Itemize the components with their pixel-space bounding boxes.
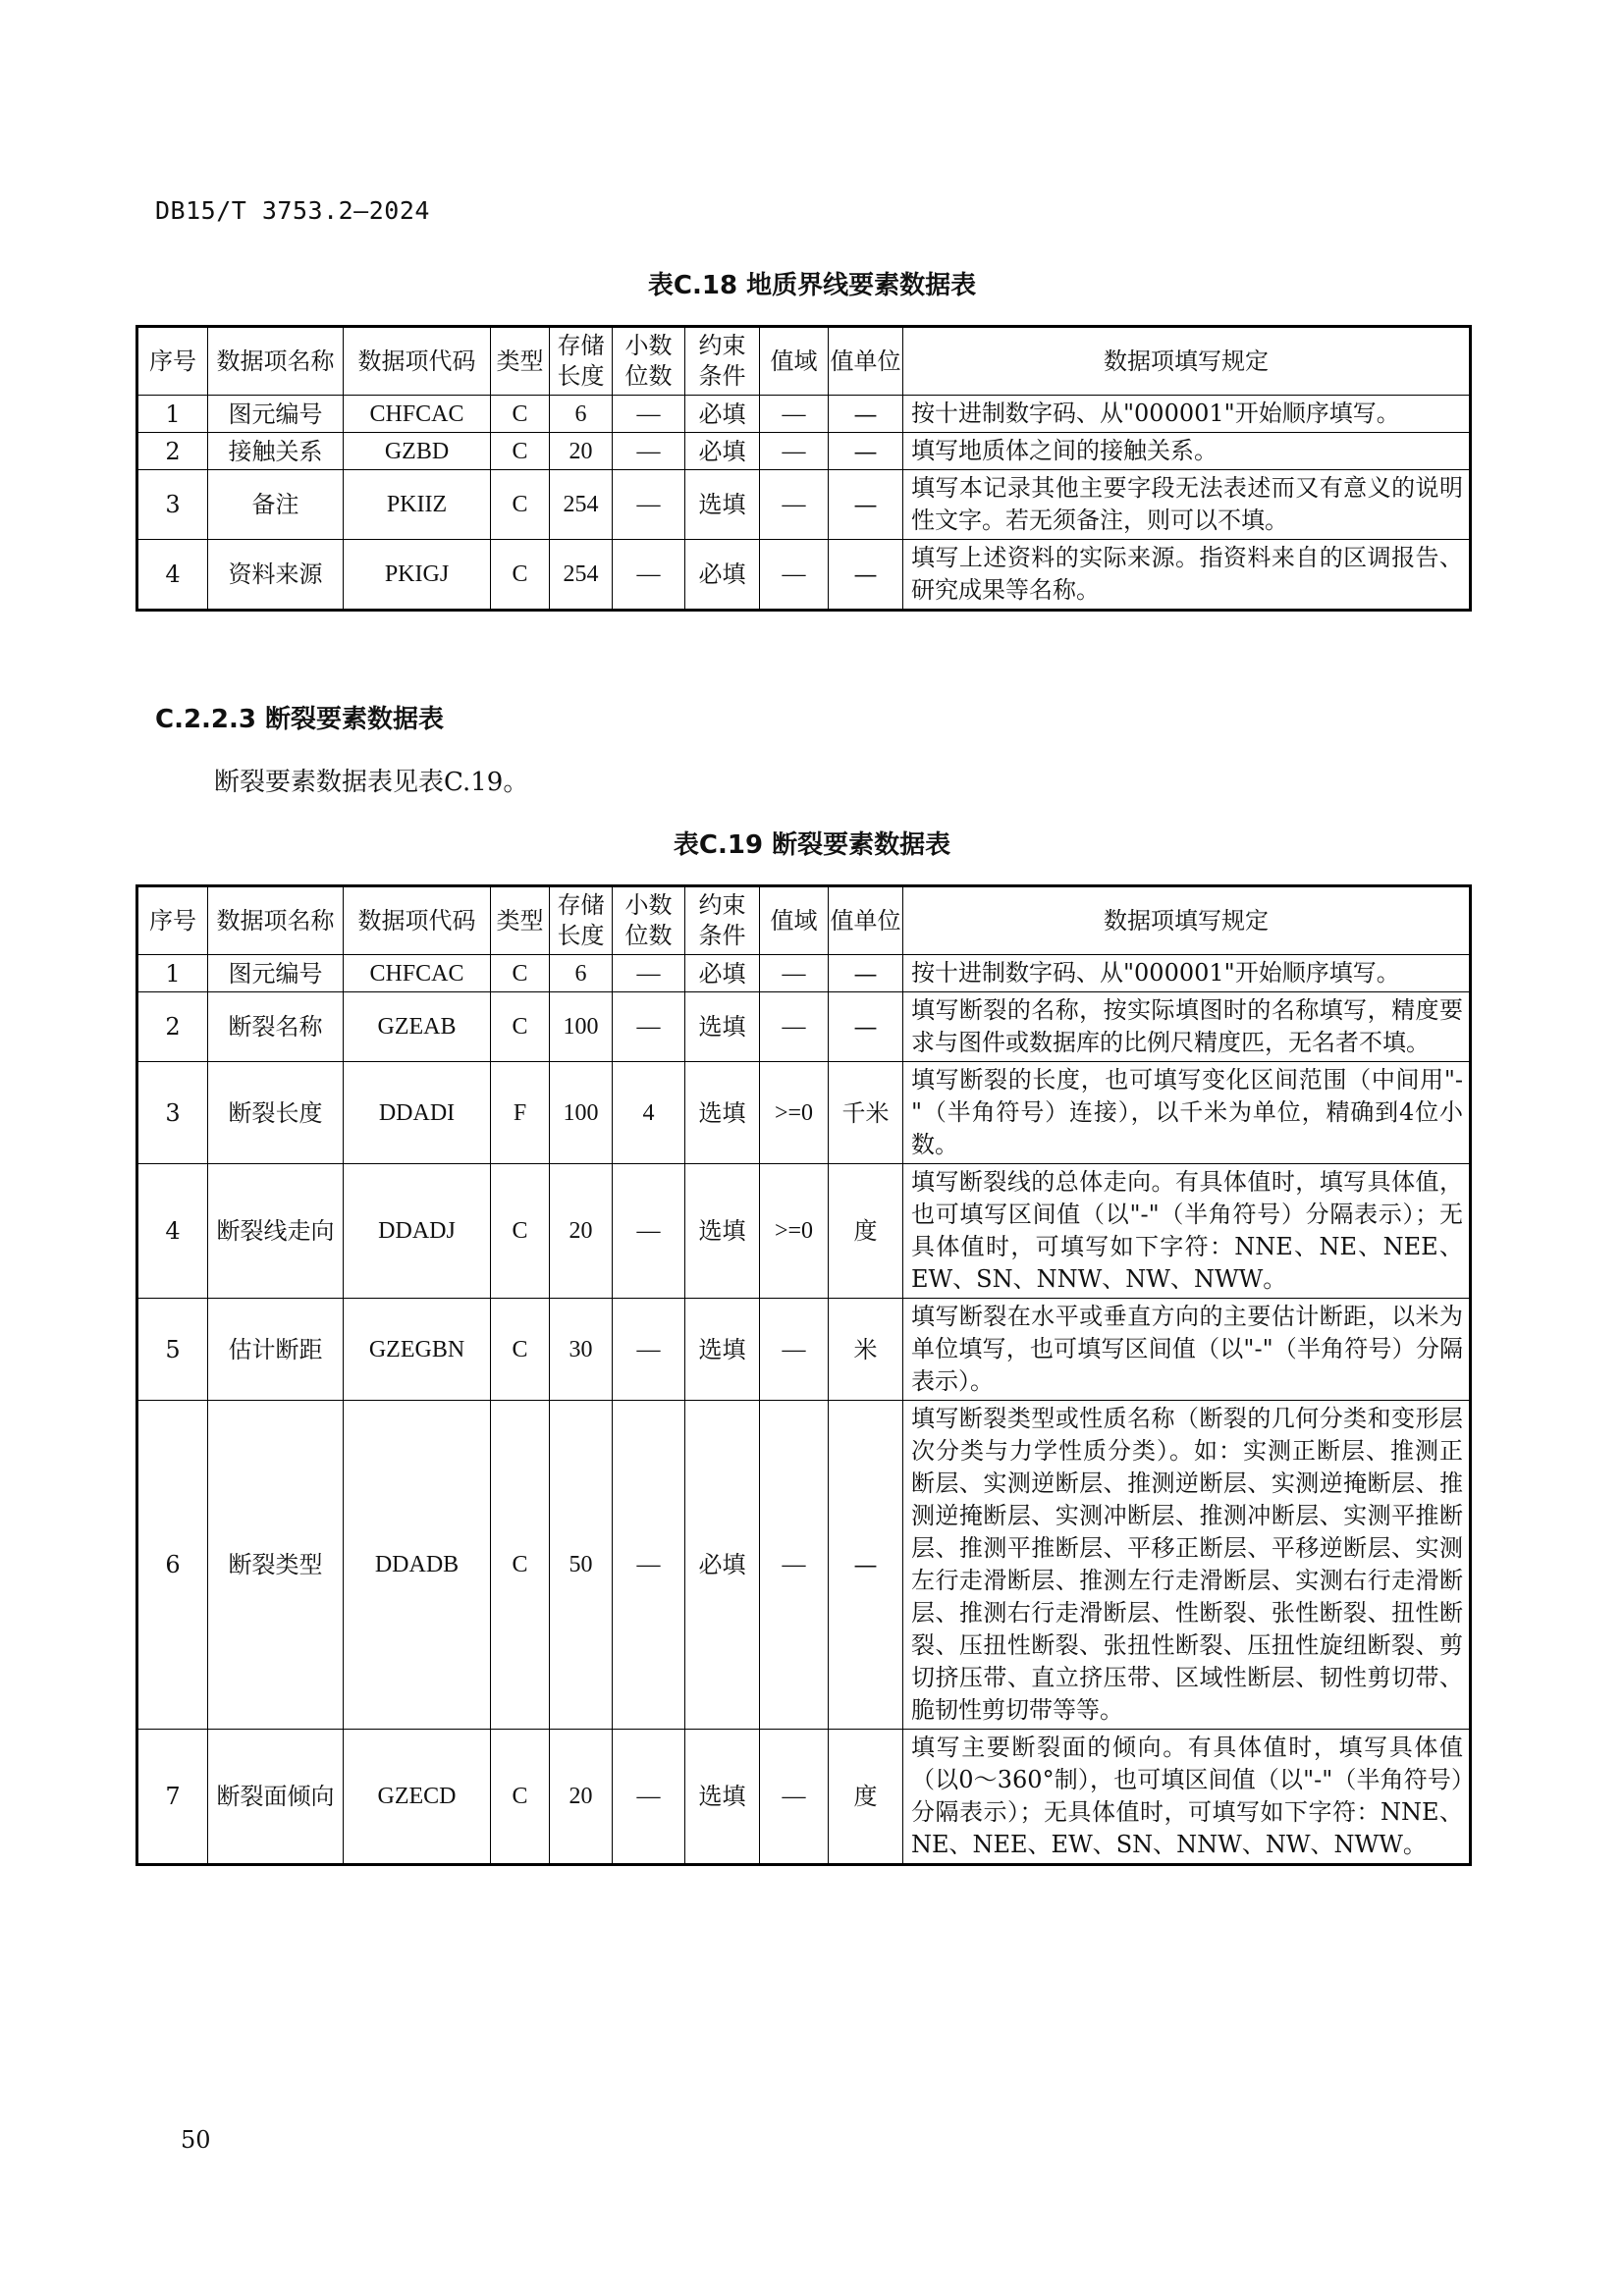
cell-range: — [760, 540, 829, 611]
cell-storage-length: 6 [550, 396, 613, 433]
cell-seq: 6 [137, 1401, 208, 1730]
col-header-constraint [685, 886, 760, 955]
table-row [137, 955, 1471, 992]
table-row [137, 992, 1471, 1062]
col-header-decimals-line1: 小数 [624, 891, 673, 919]
cell-unit: — [829, 992, 903, 1062]
cell-type: C [491, 433, 550, 470]
cell-item-name: 图元编号 [208, 955, 344, 992]
cell-constraint: 必填 [685, 1401, 760, 1730]
cell-item-name: 断裂名称 [208, 992, 344, 1062]
cell-unit: 千米 [829, 1062, 903, 1164]
cell-seq: 5 [137, 1299, 208, 1401]
cell-decimals: — [613, 470, 685, 540]
col-header-unit: 值单位 [829, 886, 903, 955]
cell-item-code: DDADJ [344, 1164, 491, 1299]
cell-item-name: 断裂长度 [208, 1062, 344, 1164]
cell-item-code: DDADB [344, 1401, 491, 1730]
cell-type: C [491, 1164, 550, 1299]
cell-range: — [760, 1401, 829, 1730]
cell-unit: 度 [829, 1164, 903, 1299]
cell-storage-length: 254 [550, 470, 613, 540]
cell-constraint: 必填 [685, 396, 760, 433]
col-header-name: 数据项名称 [208, 886, 344, 955]
cell-decimals: — [613, 540, 685, 611]
cell-fill-rule: 按十进制数字码、从"000001"开始顺序填写。 [903, 396, 1471, 433]
cell-constraint: 必填 [685, 540, 760, 611]
cell-storage-length: 30 [550, 1299, 613, 1401]
cell-seq: 4 [137, 1164, 208, 1299]
cell-item-name: 估计断距 [208, 1299, 344, 1401]
cell-storage-length: 50 [550, 1401, 613, 1730]
cell-decimals: — [613, 1164, 685, 1299]
cell-constraint: 选填 [685, 1062, 760, 1164]
col-header-range: 值域 [760, 886, 829, 955]
cell-seq: 2 [137, 992, 208, 1062]
cell-fill-rule: 填写断裂的名称，按实际填图时的名称填写，精度要求与图件或数据库的比例尺精度匹，无名者不填。 [903, 992, 1471, 1062]
cell-seq: 4 [137, 540, 208, 611]
col-header-seq: 序号 [137, 327, 208, 396]
cell-range: >=0 [760, 1164, 829, 1299]
cell-item-code: GZBD [344, 433, 491, 470]
col-header-rule: 数据项填写规定 [903, 886, 1471, 955]
page-number: 50 [181, 2126, 211, 2154]
col-header-length-line1: 存储 [557, 891, 605, 919]
cell-constraint: 必填 [685, 955, 760, 992]
cell-item-name: 断裂类型 [208, 1401, 344, 1730]
table-row [137, 433, 1471, 470]
cell-decimals: — [613, 1401, 685, 1730]
table-row [137, 470, 1471, 540]
cell-unit: — [829, 470, 903, 540]
cell-constraint: 选填 [685, 992, 760, 1062]
cell-item-code: PKIGJ [344, 540, 491, 611]
col-header-constraint [685, 327, 760, 396]
col-header-range: 值域 [760, 327, 829, 396]
cell-item-code: PKIIZ [344, 470, 491, 540]
cell-range: — [760, 955, 829, 992]
col-header-unit: 值单位 [829, 327, 903, 396]
cell-item-code: DDADI [344, 1062, 491, 1164]
cell-unit: 米 [829, 1299, 903, 1401]
table-row [137, 1730, 1471, 1865]
cell-storage-length: 20 [550, 1164, 613, 1299]
cell-range: — [760, 396, 829, 433]
cell-item-name: 备注 [208, 470, 344, 540]
cell-type: C [491, 992, 550, 1062]
col-header-length-line2: 长度 [557, 922, 605, 949]
cell-fill-rule: 填写断裂线的总体走向。有具体值时，填写具体值，也可填写区间值（以"-"（半角符号）分隔表示）；无具体值时，可填写如下字符：NNE、NE、NEE、EW、SN、NNW、NW、NWW。 [903, 1164, 1471, 1299]
cell-range: — [760, 1299, 829, 1401]
table-header-row [137, 327, 1471, 396]
col-header-constraint-line2: 条件 [698, 362, 746, 390]
cell-fill-rule: 填写上述资料的实际来源。指资料来自的区调报告、研究成果等名称。 [903, 540, 1471, 611]
cell-constraint: 必填 [685, 433, 760, 470]
cell-unit: — [829, 955, 903, 992]
cell-fill-rule: 按十进制数字码、从"000001"开始顺序填写。 [903, 955, 1471, 992]
table-row [137, 396, 1471, 433]
cell-item-code: GZECD [344, 1730, 491, 1865]
cell-unit: — [829, 396, 903, 433]
cell-seq: 2 [137, 433, 208, 470]
cell-seq: 3 [137, 470, 208, 540]
table-row [137, 540, 1471, 611]
table-c19-body [137, 955, 1471, 1865]
cell-type: C [491, 1299, 550, 1401]
col-header-decimals-line2: 位数 [624, 922, 673, 949]
cell-storage-length: 100 [550, 992, 613, 1062]
table-header-row [137, 886, 1471, 955]
cell-decimals: — [613, 992, 685, 1062]
col-header-decimals-line1: 小数 [624, 332, 673, 359]
col-header-code: 数据项代码 [344, 327, 491, 396]
col-header-decimals [613, 886, 685, 955]
cell-storage-length: 254 [550, 540, 613, 611]
cell-type: C [491, 396, 550, 433]
table-c19-caption: 表C.19 断裂要素数据表 [673, 830, 951, 860]
cell-item-code: GZEGBN [344, 1299, 491, 1401]
cell-storage-length: 6 [550, 955, 613, 992]
cell-type: C [491, 1730, 550, 1865]
col-header-name: 数据项名称 [208, 327, 344, 396]
cell-range: — [760, 1730, 829, 1865]
cell-unit: — [829, 433, 903, 470]
cell-seq: 1 [137, 396, 208, 433]
table-row [137, 1299, 1471, 1401]
cell-item-name: 断裂线走向 [208, 1164, 344, 1299]
cell-unit: — [829, 540, 903, 611]
cell-constraint: 选填 [685, 1730, 760, 1865]
cell-decimals: — [613, 396, 685, 433]
cell-range: — [760, 992, 829, 1062]
cell-decimals: — [613, 1730, 685, 1865]
cell-fill-rule: 填写地质体之间的接触关系。 [903, 433, 1471, 470]
table-c18-caption: 表C.18 地质界线要素数据表 [647, 271, 977, 300]
cell-decimals: — [613, 433, 685, 470]
cell-unit: 度 [829, 1730, 903, 1865]
col-header-length [550, 886, 613, 955]
cell-storage-length: 100 [550, 1062, 613, 1164]
cell-storage-length: 20 [550, 433, 613, 470]
cell-decimals: — [613, 955, 685, 992]
col-header-type: 类型 [491, 886, 550, 955]
cell-fill-rule: 填写本记录其他主要字段无法表述而又有意义的说明性文字。若无须备注，则可以不填。 [903, 470, 1471, 540]
table-c18 [135, 325, 1472, 612]
col-header-decimals-line2: 位数 [624, 362, 673, 390]
cell-item-name: 接触关系 [208, 433, 344, 470]
cell-fill-rule: 填写主要断裂面的倾向。有具体值时，填写具体值（以0～360°制），也可填区间值（以"-"（半角符号）分隔表示）；无具体值时，可填写如下字符：NNE、NE、NEE、EW、SN、NNW、NW、NWW。 [903, 1730, 1471, 1865]
table-row [137, 1062, 1471, 1164]
col-header-constraint-line1: 约束 [698, 332, 746, 359]
cell-seq: 7 [137, 1730, 208, 1865]
col-header-decimals [613, 327, 685, 396]
col-header-code: 数据项代码 [344, 886, 491, 955]
col-header-type: 类型 [491, 327, 550, 396]
cell-constraint: 选填 [685, 1164, 760, 1299]
section-heading: C.2.2.3 断裂要素数据表 [155, 705, 445, 734]
cell-type: C [491, 1401, 550, 1730]
col-header-seq: 序号 [137, 886, 208, 955]
cell-constraint: 选填 [685, 470, 760, 540]
col-header-length-line2: 长度 [557, 362, 605, 390]
col-header-length-line1: 存储 [557, 332, 605, 359]
body-paragraph: 断裂要素数据表见表C.19。 [214, 768, 529, 797]
cell-type: F [491, 1062, 550, 1164]
cell-item-code: CHFCAC [344, 955, 491, 992]
table-c18-body [137, 396, 1471, 611]
cell-type: C [491, 955, 550, 992]
document-id: DB15/T 3753.2—2024 [155, 196, 430, 225]
cell-seq: 3 [137, 1062, 208, 1164]
cell-fill-rule: 填写断裂的长度，也可填写变化区间范围（中间用"-"（半角符号）连接），以千米为单位，精确到4位小数。 [903, 1062, 1471, 1164]
cell-item-code: GZEAB [344, 992, 491, 1062]
col-header-length [550, 327, 613, 396]
col-header-constraint-line1: 约束 [698, 891, 746, 919]
cell-decimals: 4 [613, 1062, 685, 1164]
table-row [137, 1164, 1471, 1299]
cell-unit: — [829, 1401, 903, 1730]
cell-type: C [491, 470, 550, 540]
cell-fill-rule: 填写断裂在水平或垂直方向的主要估计断距，以米为单位填写，也可填写区间值（以"-"（半角符号）分隔表示）。 [903, 1299, 1471, 1401]
table-row [137, 1401, 1471, 1730]
cell-fill-rule: 填写断裂类型或性质名称（断裂的几何分类和变形层次分类与力学性质分类）。如：实测正断层、推测正断层、实测逆断层、推测逆断层、实测逆掩断层、推测逆掩断层、实测冲断层、推测冲断层、实测平推断层、推测平推断层、平移正断层、平移逆断层、实测左行走滑断层、推测左行走滑断层、实测右行走滑断层、推测右行走滑断层、性断裂、张性断裂、扭性断裂、压扭性断裂、张扭性断裂、压扭性旋纽断裂、剪切挤压带、直立挤压带、区域性断层、韧性剪切带、脆韧性剪切带等等。 [903, 1401, 1471, 1730]
cell-decimals: — [613, 1299, 685, 1401]
cell-type: C [491, 540, 550, 611]
cell-storage-length: 20 [550, 1730, 613, 1865]
cell-seq: 1 [137, 955, 208, 992]
cell-item-name: 断裂面倾向 [208, 1730, 344, 1865]
cell-item-name: 图元编号 [208, 396, 344, 433]
cell-item-name: 资料来源 [208, 540, 344, 611]
table-c19 [135, 884, 1472, 1866]
cell-constraint: 选填 [685, 1299, 760, 1401]
cell-range: — [760, 470, 829, 540]
cell-range: — [760, 433, 829, 470]
col-header-rule: 数据项填写规定 [903, 327, 1471, 396]
cell-range: >=0 [760, 1062, 829, 1164]
cell-item-code: CHFCAC [344, 396, 491, 433]
col-header-constraint-line2: 条件 [698, 922, 746, 949]
